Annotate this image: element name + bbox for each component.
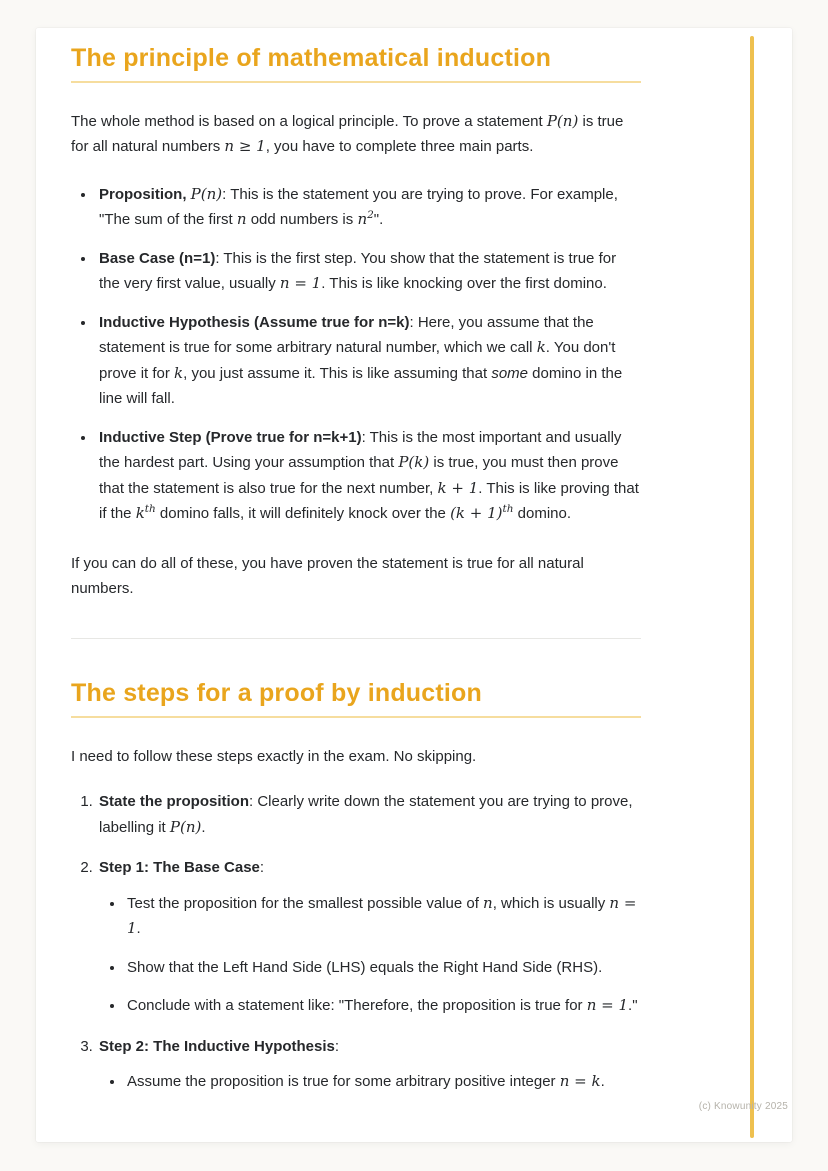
text-run: . This is like knocking over the first domino. xyxy=(321,275,607,293)
text-run: : Here, you assume that the statement is true for some arbitrary natural number, which we call xyxy=(99,313,594,357)
text-run: . You don't prove it for xyxy=(99,339,616,382)
text-run: : This is the most important and usually the hardest part. Using your assumption that xyxy=(99,428,622,472)
text-run: odd numbers is xyxy=(246,211,358,229)
document-card xyxy=(36,28,792,1142)
numbered-item-lead xyxy=(99,793,633,836)
text-run: , you have to complete three main parts. xyxy=(265,138,534,156)
text-run: n xyxy=(357,210,368,229)
text-run: k xyxy=(135,504,145,523)
text-run: n = 1 xyxy=(279,274,322,293)
numbered-item-lead xyxy=(99,859,264,876)
text-run: , you just assume it. This is like assuming that xyxy=(183,364,492,382)
text-run: P(k) xyxy=(398,453,430,472)
sub-bullet-item xyxy=(125,1069,641,1095)
sub-bullet-item xyxy=(125,955,641,981)
sub-bullet-list xyxy=(99,1069,641,1095)
sub-bullet-item xyxy=(125,993,641,1019)
bullet-item xyxy=(96,425,641,527)
text-run: Inductive Hypothesis (Assume true for n=k) xyxy=(99,313,410,331)
sub-bullet-list xyxy=(99,891,641,1019)
text-run: If you can do all of these, you have proven the statement is true for all natural numbers. xyxy=(71,554,584,598)
text-run: n = k xyxy=(559,1072,601,1090)
numbered-item xyxy=(97,855,641,1019)
text-run: Show that the Left Hand Side (LHS) equals the Right Hand Side (RHS). xyxy=(127,958,603,976)
section-steps xyxy=(71,679,641,1095)
text-run: n ≥ 1 xyxy=(224,137,266,156)
text-run: P(n) xyxy=(190,184,223,203)
text-run: Base Case (n=1) xyxy=(99,249,216,267)
text-run: P(n) xyxy=(546,111,579,130)
text-run: P(n) xyxy=(169,817,202,836)
text-run: 2 xyxy=(367,209,374,222)
bullet-item xyxy=(96,310,641,412)
text-run: some xyxy=(491,364,528,382)
text-run: , which is usually xyxy=(492,894,610,912)
principle-intro-paragraph xyxy=(71,109,641,160)
text-run: Assume the proposition is true for some arbitrary positive integer xyxy=(127,1073,560,1090)
text-run: (k + 1) xyxy=(450,504,503,523)
text-run: Conclude with a statement like: "Therefore, the proposition is true for xyxy=(127,997,587,1014)
text-run: is true, you must then prove that the statement is also true for the next number, xyxy=(99,454,619,497)
text-run: th xyxy=(502,503,514,516)
text-run: Test the proposition for the smallest possible value of xyxy=(127,894,484,912)
section-principle xyxy=(71,44,641,602)
document-content xyxy=(36,28,792,1095)
accent-bar xyxy=(750,36,754,1138)
text-run: domino. xyxy=(513,505,572,523)
bullet-item xyxy=(96,182,641,233)
text-run: Step 2: The Inductive Hypothesis xyxy=(99,1037,335,1055)
principle-bullet-list xyxy=(71,182,641,527)
numbered-item xyxy=(97,789,641,840)
section-title-steps: The steps for a proof by induction xyxy=(71,679,641,718)
text-run: . xyxy=(136,920,141,937)
text-run: I need to follow these steps exactly in the exam. No skipping. xyxy=(71,747,477,765)
text-run: . xyxy=(201,818,206,836)
numbered-item-lead xyxy=(99,1038,339,1055)
bullet-item xyxy=(96,246,641,297)
text-run: State the proposition xyxy=(99,793,249,810)
text-run: n = 1 xyxy=(127,893,637,937)
text-run: th xyxy=(144,503,156,516)
steps-intro-paragraph xyxy=(71,744,641,770)
text-run: : This is the statement you are trying to prove. For example, "The sum of the first xyxy=(99,185,618,229)
watermark: (c) Knowunity 2025 xyxy=(698,1101,788,1112)
text-run: n xyxy=(236,210,247,229)
text-run: n xyxy=(483,893,493,912)
text-run: . This is like proving that if the xyxy=(99,479,639,523)
section-title-principle: The principle of mathematical induction xyxy=(71,44,641,83)
principle-outro-paragraph xyxy=(71,551,641,602)
text-run: is true for all natural numbers xyxy=(71,112,624,156)
text-run: . xyxy=(600,1073,605,1090)
text-run: ." xyxy=(628,997,638,1014)
section-divider xyxy=(71,638,641,639)
text-run: ". xyxy=(373,211,384,229)
sub-bullet-item xyxy=(125,891,641,942)
text-run: domino in the line will fall. xyxy=(99,364,623,408)
text-run: : xyxy=(334,1037,340,1055)
text-run: : xyxy=(259,859,265,876)
steps-numbered-list xyxy=(71,789,641,1095)
text-run: n = 1 xyxy=(586,996,629,1014)
text-run: k + 1 xyxy=(437,478,479,497)
text-run: k xyxy=(174,363,184,382)
text-run: The whole method is based on a logical principle. To prove a statement xyxy=(71,112,547,130)
text-run: k xyxy=(536,338,546,357)
text-run: : Clearly write down the statement you are trying to prove, labelling it xyxy=(99,793,633,836)
text-run: Inductive Step (Prove true for n=k+1) xyxy=(99,428,362,446)
text-run: Step 1: The Base Case xyxy=(99,859,260,876)
text-run: : This is the first step. You show that the statement is true for the very first value, usually xyxy=(99,249,617,293)
text-run: domino falls, it will definitely knock over the xyxy=(155,505,451,523)
text-run: Proposition, xyxy=(99,185,191,203)
numbered-item xyxy=(97,1034,641,1095)
